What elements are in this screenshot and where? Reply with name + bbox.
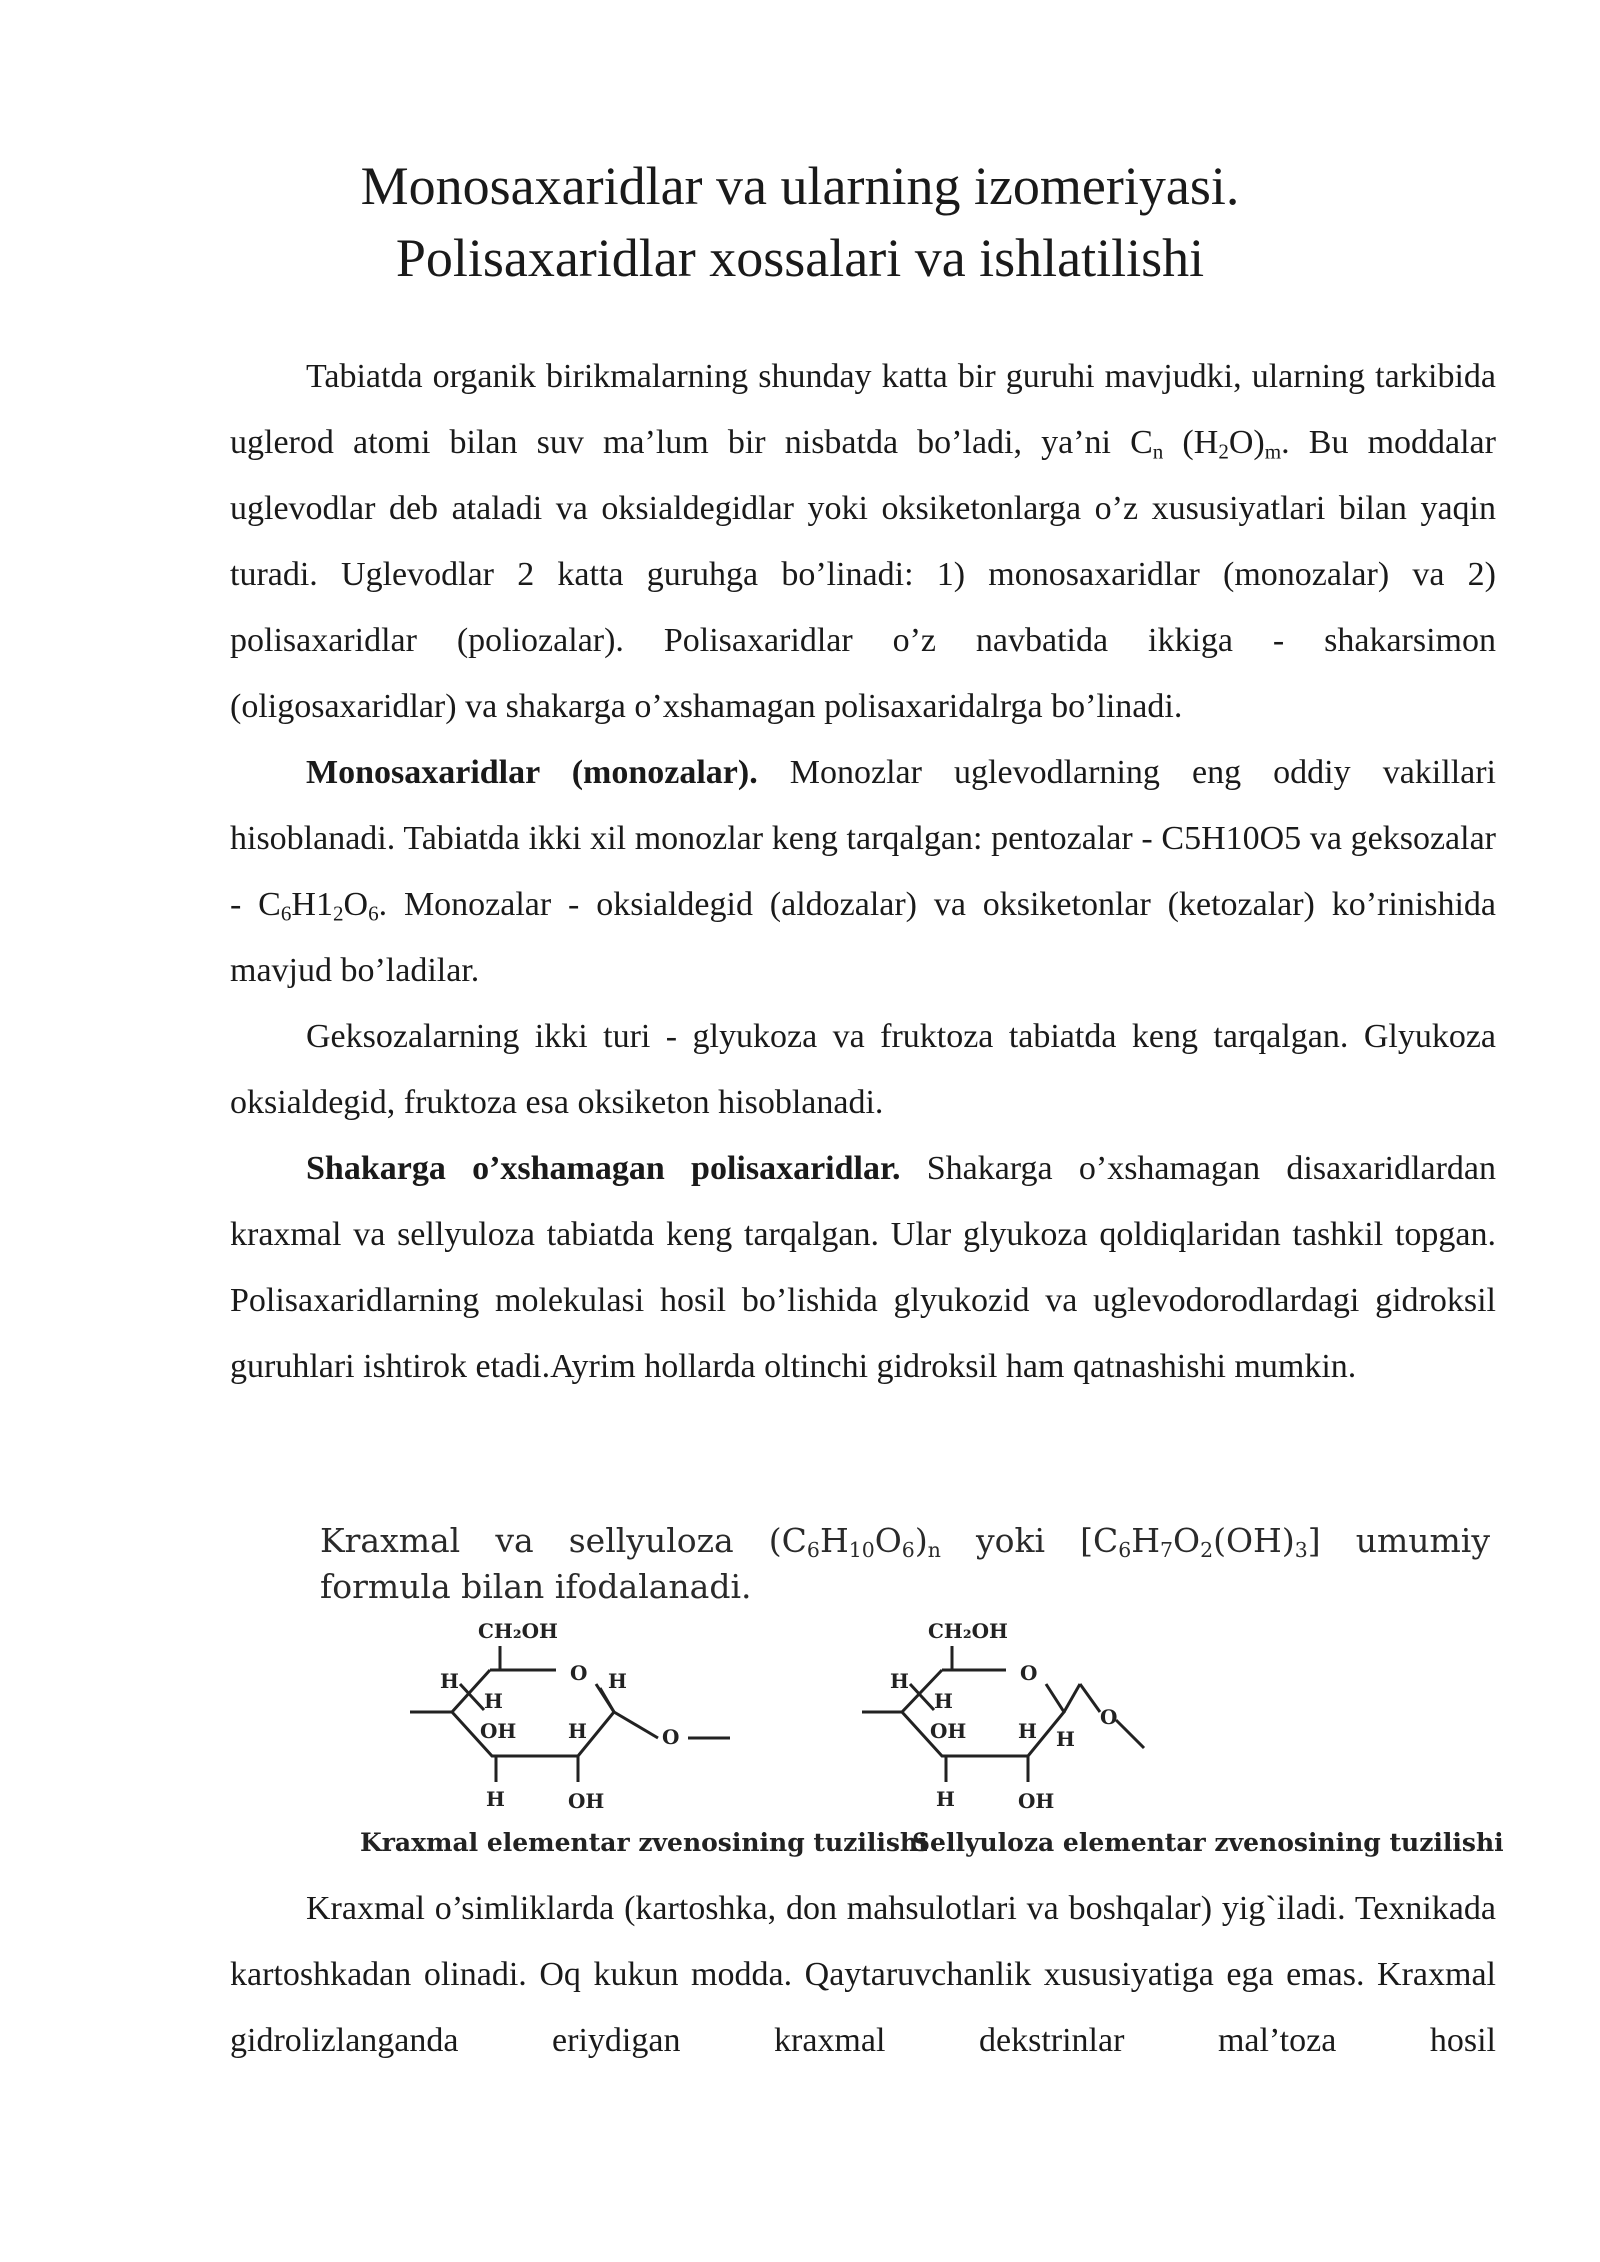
svg-text:OH: OH xyxy=(930,1719,967,1743)
svg-text:O: O xyxy=(570,1661,588,1685)
svg-text:H: H xyxy=(608,1669,627,1693)
paragraph-hexoses: Geksozalarning ikki turi - glyukoza va fruktoza tabiatda keng tarqalgan. Glyukoza oksialdegid, fruktoza esa oksiketon hisoblanadi. xyxy=(230,1018,1496,1121)
svg-text:H: H xyxy=(936,1787,955,1811)
starch-caption: Kraxmal elementar zvenosining tuzilishi xyxy=(360,1828,928,1857)
starch-structure xyxy=(410,1619,730,1813)
main-text-lower xyxy=(230,1876,1496,2074)
svg-text:H: H xyxy=(890,1669,909,1693)
svg-text:OH: OH xyxy=(1018,1789,1055,1813)
svg-text:H: H xyxy=(1018,1719,1037,1743)
title-line-2: Polisaxaridlar xossalari va ishlatilishi xyxy=(395,228,1205,288)
svg-text:O: O xyxy=(662,1725,680,1749)
svg-text:O: O xyxy=(1020,1661,1038,1685)
svg-text:H: H xyxy=(484,1689,503,1713)
svg-text:O: O xyxy=(1100,1705,1118,1729)
figure-caption: Kraxmal va sellyuloza $(C_6H_{10}O_6)_n$ yoki $[C_6H_7O_2(OH)_3]$ umumiy formula bilan ifodalanadi. xyxy=(320,1521,1490,1606)
svg-text:OH: OH xyxy=(480,1719,517,1743)
paragraph-monosaccharides: Monosaxaridlar (monozalar). Monozlar uglevodlarning eng oddiy vakillari hisoblanadi. Tabiatda ikki xil monozlar keng tarqalgan: pentozalar - C5H10O5 va geksozalar - $C_6H1_2O_6$. Monozalar - oksialdegid (aldozalar) va oksiketonlar (ketozalar) ko’rinishida mavjud bo’ladilar. xyxy=(230,754,1497,989)
main-text-upper xyxy=(230,344,1496,1400)
paragraph-starch: Kraxmal o’simliklarda (kartoshka, don mahsulotlari va boshqalar) yig`iladi. Texnikada kartoshkadan olinadi. Oq kukun modda. Qaytaruvchanlik xususiyatiga ega emas. Kraxmal gidrolizlanganda eriydigan kraxmal dekstrinlar mal’toza hosil xyxy=(230,1890,1496,2059)
svg-text:H: H xyxy=(486,1787,505,1811)
cellulose-caption: Sellyuloza elementar zvenosining tuzilishi xyxy=(912,1828,1504,1857)
svg-text:H: H xyxy=(934,1689,953,1713)
svg-text:CH₂OH: CH₂OH xyxy=(478,1619,558,1643)
paragraph-intro: Tabiatda organik birikmalarning shunday katta bir guruhi mavjudki, ularning tarkibida uglerod atomi bilan suv ma’lum bir nisbatda bo’ladi, ya’ni $C_n$ $(H_2O)_m$. Bu moddalar uglevodlar deb ataladi va oksialdegidlar yoki oksiketonlarga o’z xususiyatlari bilan yaqin turadi. Uglevodlar 2 katta guruhga bo’linadi: 1) monosaxaridlar (monozalar) va 2) polisaxaridlar (poliozalar). Polisaxaridlar o’z navbatida ikkiga - shakarsimon (oligosaxaridlar) va shakarga o’xshamagan polisaxaridalrga bo’linadi. xyxy=(230,358,1496,725)
svg-text:OH: OH xyxy=(568,1789,605,1813)
bold-heading-polysaccharides: Shakarga o’xshamagan polisaxaridlar. xyxy=(306,1150,901,1187)
page-title xyxy=(0,150,1600,294)
cellulose-structure xyxy=(862,1619,1144,1813)
structural-formulas xyxy=(400,1608,1500,1818)
bold-heading-monosaccharides: Monosaxaridlar (monozalar). xyxy=(306,754,758,791)
paragraph-polysaccharides: Shakarga o’xshamagan polisaxaridlar. Shakarga o’xshamagan disaxaridlardan kraxmal va sellyuloza tabiatda keng tarqalgan. Ular glyukoza qoldiqlaridan tashkil topgan. Polisaxaridlarning molekulasi hosil bo’lishida glyukozid va uglevodorodlardagi gidroksil guruhlari ishtirok etadi.Ayrim hollarda oltinchi gidroksil ham qatnashishi mumkin. xyxy=(230,1150,1496,1385)
svg-text:CH₂OH: CH₂OH xyxy=(928,1619,1008,1643)
svg-text:H: H xyxy=(440,1669,459,1693)
svg-text:H: H xyxy=(1056,1727,1075,1751)
title-line-1: Monosaxaridlar va ularning izomeriyasi. xyxy=(360,156,1240,216)
svg-text:H: H xyxy=(568,1719,587,1743)
